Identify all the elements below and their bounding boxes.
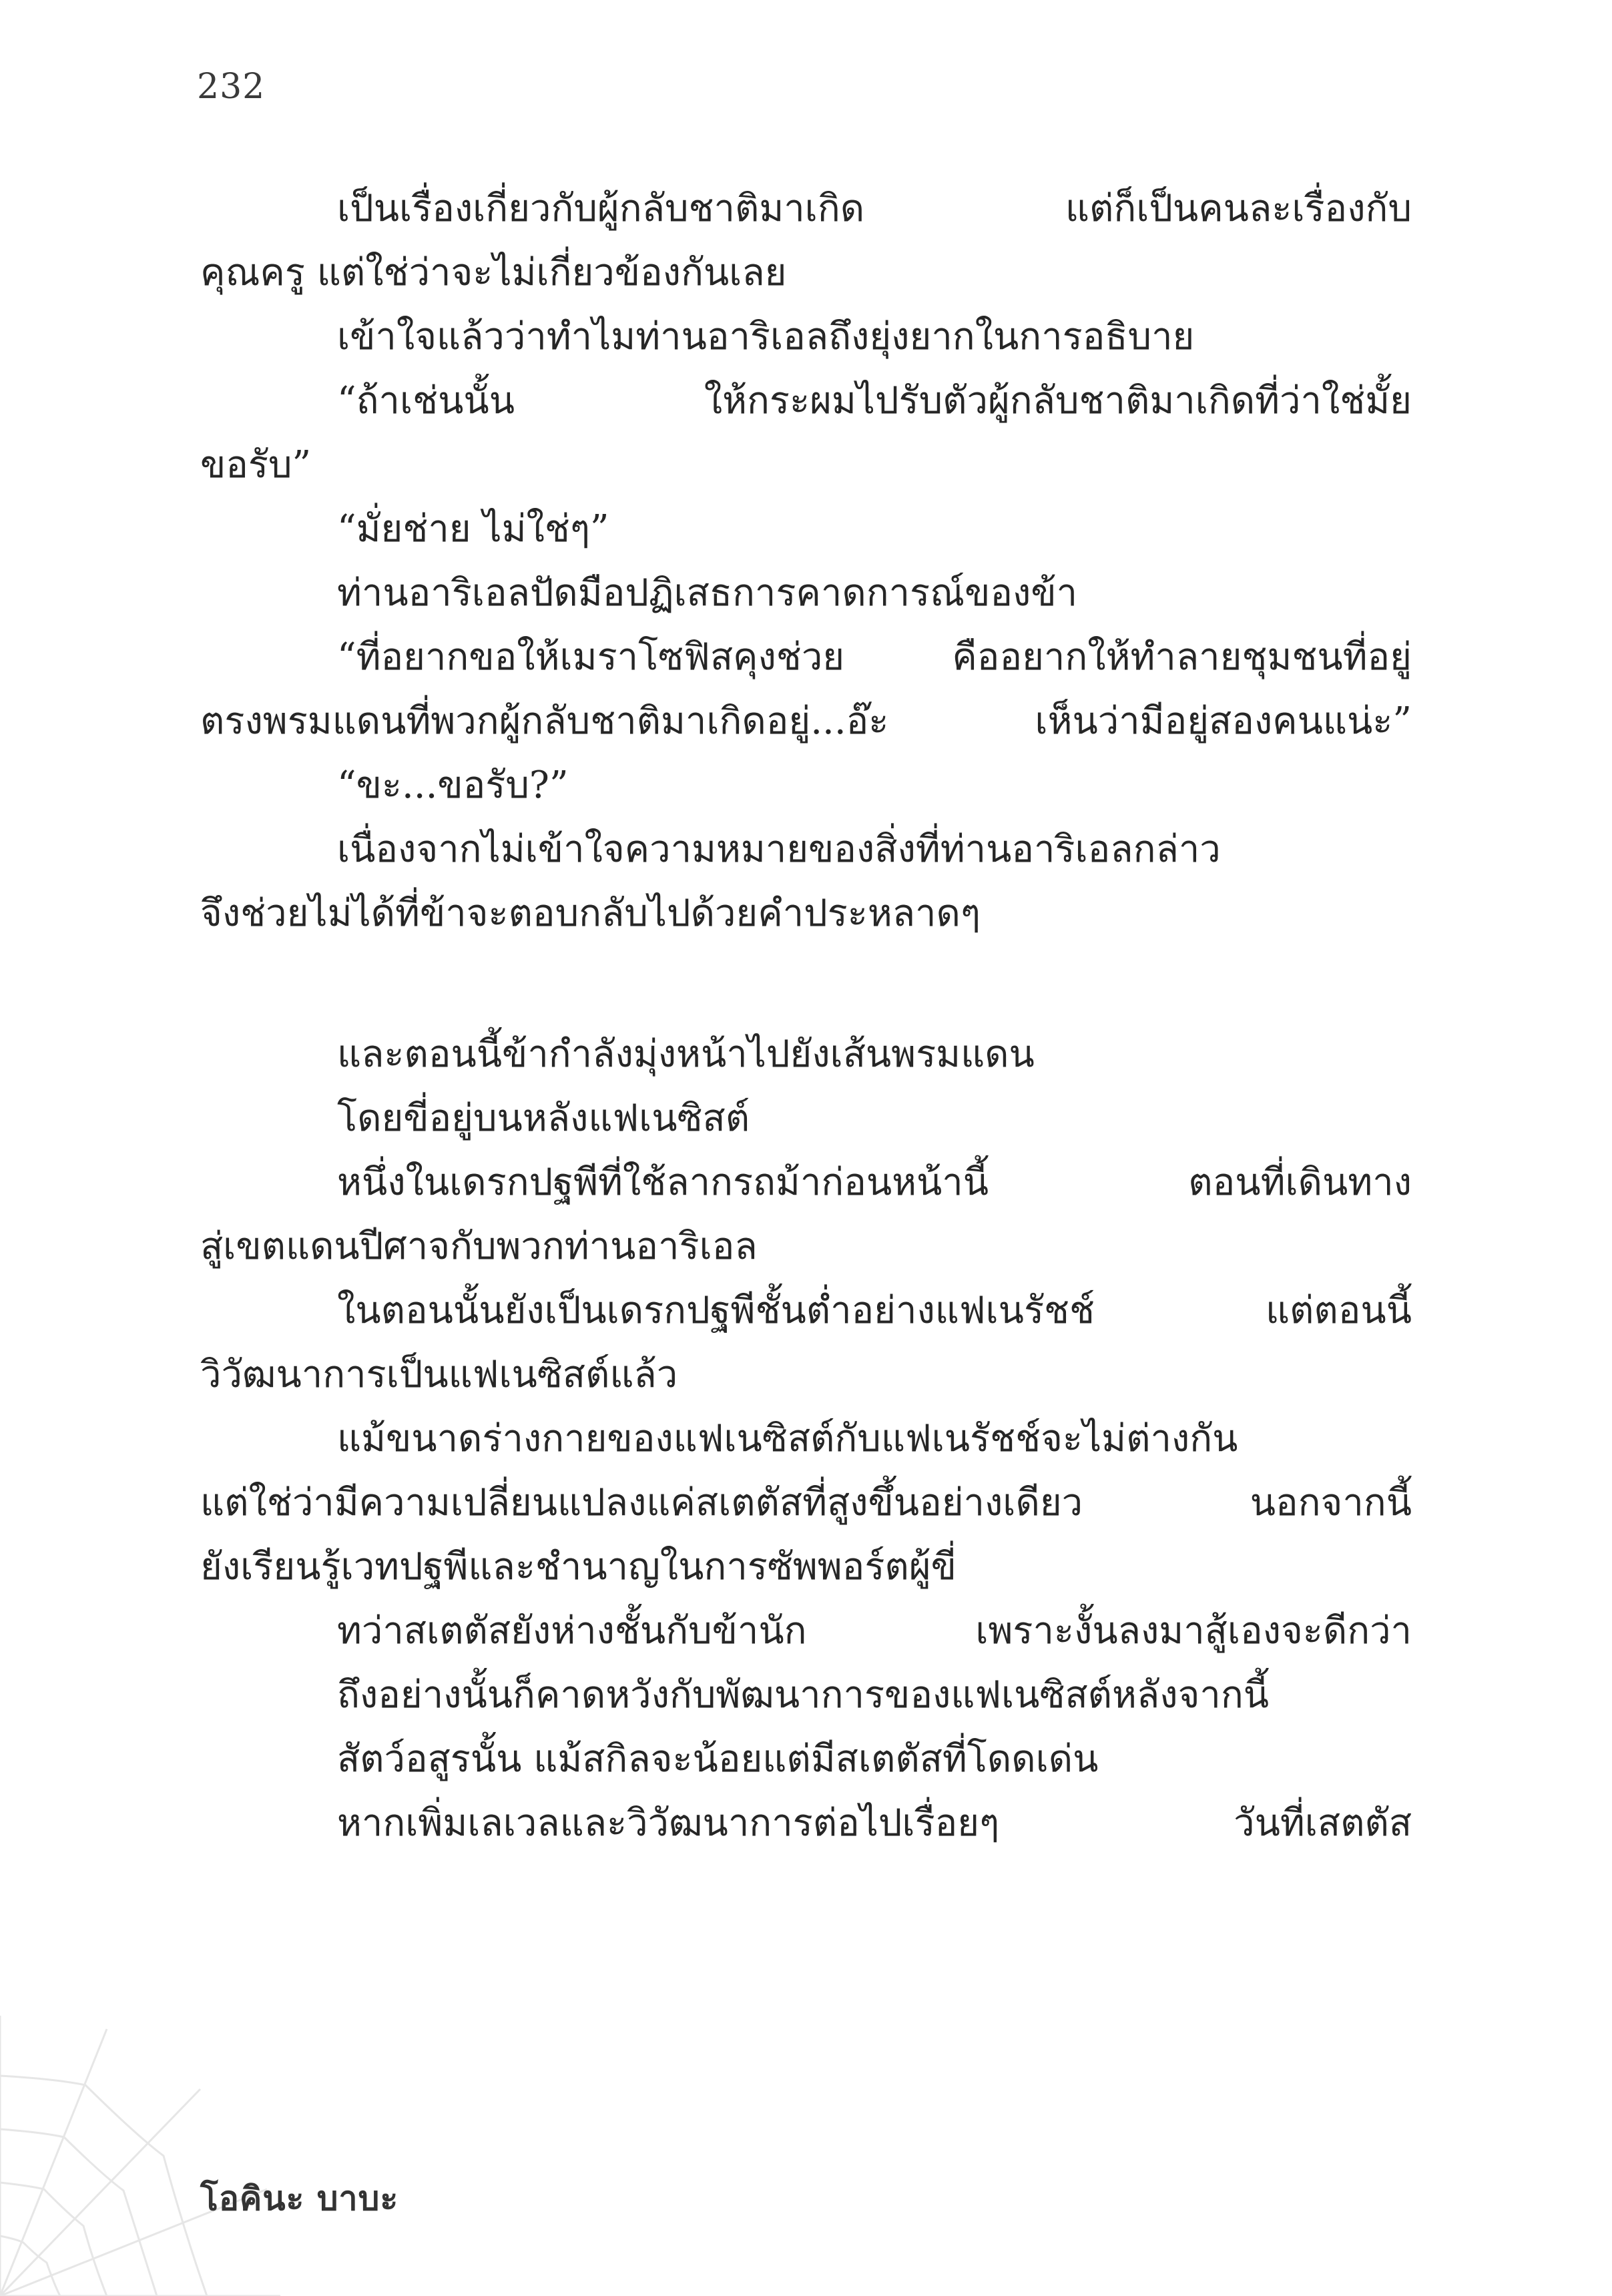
text-line: ท่านอาริเอลปัดมือปฏิเสธการคาดการณ์ของข้า <box>337 571 1078 615</box>
spiderweb-decoration <box>0 2016 280 2296</box>
text-line: เข้าใจแล้วว่าทำไมท่านอาริเอลถึงยุ่งยากในการอธิบาย <box>337 315 1195 358</box>
text-line: หนึ่งในเดรกปฐพีที่ใช้ลากรถม้าก่อนหน้านี้ ตอนที่เดินทาง <box>337 1161 1412 1204</box>
section-break <box>200 946 1412 1023</box>
page-number: 232 <box>197 67 266 107</box>
text-line: ทว่าสเตตัสยังห่างชั้นกับข้านัก เพราะงั้นลงมาสู้เองจะดีกว่า <box>337 1609 1412 1653</box>
text-line: ยังเรียนรู้เวทปฐพีและชำนาญในการซัพพอร์ตผู้ขี่ <box>200 1545 957 1589</box>
text-line: เนื่องจากไม่เข้าใจความหมายของสิ่งที่ท่านอาริเอลกล่าว <box>337 828 1221 871</box>
text-line: หากเพิ่มเลเวลและวิวัฒนาการต่อไปเรื่อยๆ วันที่เสตตัส <box>337 1801 1412 1845</box>
text-line: คุณครู แต่ใช่ว่าจะไม่เกี่ยวข้องกันเลย <box>200 251 787 294</box>
text-line: ในตอนนั้นยังเป็นเดรกปฐพีชั้นต่ำอย่างแฟเนรัชช์ แต่ตอนนี้ <box>337 1289 1412 1332</box>
text-line: เป็นเรื่องเกี่ยวกับผู้กลับชาติมาเกิด แต่ก็เป็นคนละเรื่องกับ <box>337 187 1412 230</box>
author-name: โอคินะ บาบะ <box>200 2179 399 2218</box>
body-text <box>200 177 1412 1855</box>
text-line: “มั่ยช่าย ไม่ใช่ๆ” <box>337 507 609 551</box>
text-line: แต่ใช่ว่ามีความเปลี่ยนแปลงแค่สเตตัสที่สูงขึ้นอย่างเดียว นอกจากนี้ <box>200 1481 1412 1524</box>
text-line: ถึงอย่างนั้นก็คาดหวังกับพัฒนาการของแฟเนซิสต์หลังจากนี้ <box>337 1673 1270 1717</box>
text-line: จึงช่วยไม่ได้ที่ข้าจะตอบกลับไปด้วยคำประหลาดๆ <box>200 892 981 935</box>
text-line: “ขะ...ขอรับ?” <box>337 764 569 807</box>
text-line: ตรงพรมแดนที่พวกผู้กลับชาติมาเกิดอยู่...อ๊ะ เห็นว่ามีอยู่สองคนแน่ะ” <box>200 699 1412 743</box>
text-line: สู่เขตแดนปีศาจกับพวกท่านอาริเอล <box>200 1225 758 1268</box>
text-line: “ถ้าเช่นนั้น ให้กระผมไปรับตัวผู้กลับชาติมาเกิดที่ว่าใช่มั้ย <box>337 379 1412 422</box>
text-line: และตอนนี้ข้ากำลังมุ่งหน้าไปยังเส้นพรมแดน <box>337 1033 1035 1076</box>
text-line: “ที่อยากขอให้เมราโซฟิสคุงช่วย คืออยากให้ทำลายชุมชนที่อยู่ <box>337 635 1412 679</box>
text-line: โดยขี่อยู่บนหลังแฟเนซิสต์ <box>337 1097 750 1140</box>
text-line: สัตว์อสูรนั้น แม้สกิลจะน้อยแต่มีสเตตัสที่โดดเด่น <box>337 1737 1099 1781</box>
text-line: วิวัฒนาการเป็นแฟเนซิสต์แล้ว <box>200 1353 678 1396</box>
text-line: แม้ขนาดร่างกายของแฟเนซิสต์กับแฟเนรัชช์จะไม่ต่างกัน <box>337 1417 1238 1460</box>
text-line: ขอรับ” <box>200 443 312 487</box>
